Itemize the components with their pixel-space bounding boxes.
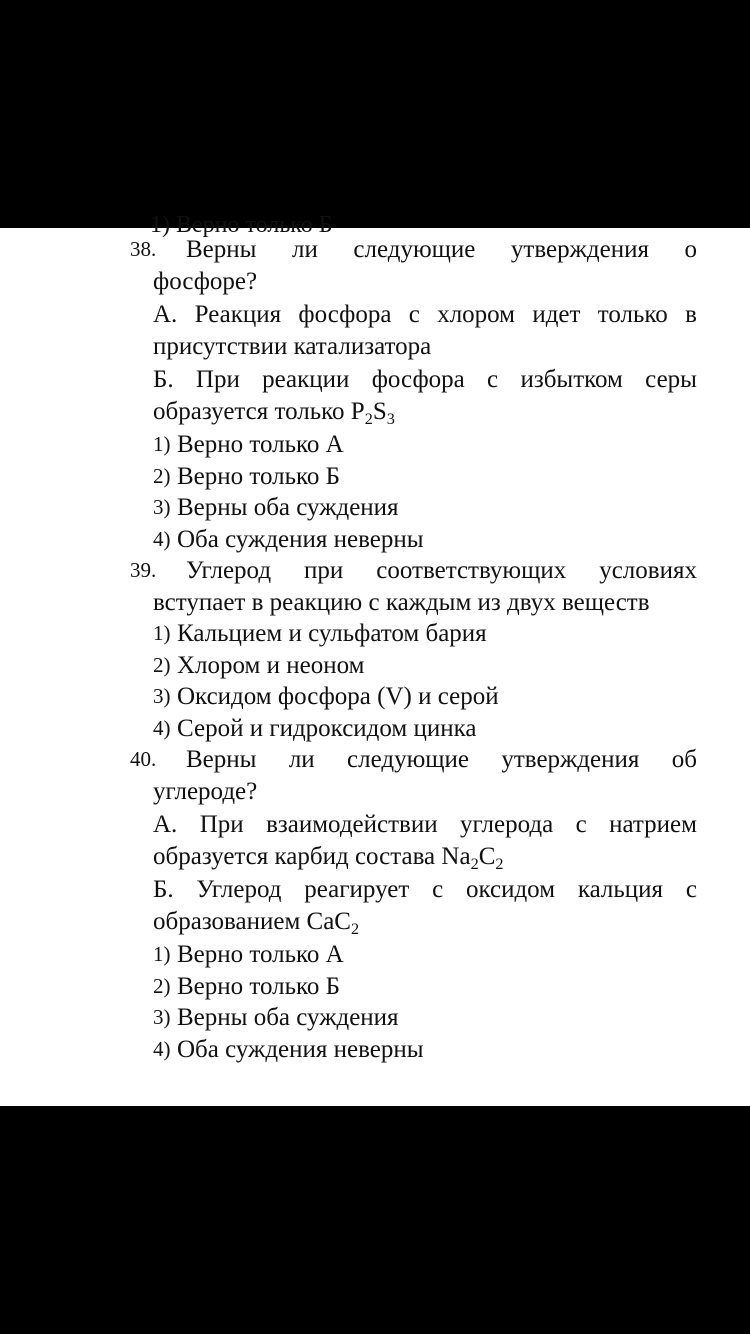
word: углерода bbox=[460, 811, 554, 838]
word: А. bbox=[153, 301, 178, 328]
question-title-continuation: вступает в реакцию с каждым из двух веществ bbox=[153, 588, 650, 616]
document-page[interactable] bbox=[0, 212, 750, 1106]
bottom-black-bar bbox=[0, 1106, 750, 1334]
question-40-statement-b-line1 bbox=[0, 874, 750, 906]
question-40-statement-a-line2 bbox=[0, 841, 750, 873]
word: Б. bbox=[153, 876, 174, 903]
questions-content bbox=[0, 234, 750, 1065]
question-39-title-line1 bbox=[0, 555, 750, 587]
question-39-option-3 bbox=[0, 681, 750, 713]
question-40-option-1 bbox=[0, 939, 750, 971]
formula-prefix: образованием CaC bbox=[153, 907, 351, 935]
question-40-option-3 bbox=[0, 1002, 750, 1034]
option-number: 1) bbox=[153, 942, 171, 966]
word: с bbox=[408, 301, 420, 328]
question-title-continuation: фосфоре? bbox=[153, 267, 258, 295]
word: Реакция bbox=[194, 301, 282, 328]
word: с bbox=[432, 876, 444, 903]
question-38-option-4 bbox=[0, 524, 750, 556]
word: фосфора bbox=[371, 366, 465, 393]
question-38-statement-b-line2 bbox=[0, 396, 750, 428]
word: с bbox=[685, 876, 697, 903]
word: хлором bbox=[437, 301, 516, 328]
statement-formula-line bbox=[153, 841, 504, 873]
word: избытком bbox=[520, 366, 623, 393]
statement-words bbox=[153, 364, 697, 396]
option-number: 4) bbox=[153, 715, 171, 740]
word: утверждения bbox=[510, 236, 649, 263]
option-text: Оксидом фосфора (V) и серой bbox=[177, 683, 499, 710]
option-number: 2) bbox=[153, 652, 171, 677]
cut-off-previous-line: 1) Верно только Б bbox=[150, 212, 333, 238]
statement-words bbox=[153, 874, 697, 906]
statement-continuation: присутствии катализатора bbox=[153, 332, 432, 360]
subscript: 3 bbox=[386, 409, 395, 428]
option-number: 2) bbox=[153, 973, 171, 998]
question-title-words bbox=[186, 234, 697, 266]
question-38-title-line2 bbox=[0, 266, 750, 298]
option-text: Серой и гидроксидом цинка bbox=[177, 714, 477, 742]
word: Верны bbox=[186, 236, 257, 263]
word: фосфора bbox=[298, 301, 392, 328]
question-38-title-line1 bbox=[0, 234, 750, 266]
word: Углерод bbox=[196, 876, 282, 903]
option-text: Верно только А bbox=[177, 431, 344, 458]
option-number: 1) bbox=[153, 432, 171, 456]
question-40-option-2 bbox=[0, 971, 750, 1003]
subscript: 2 bbox=[364, 409, 373, 428]
option-text: Хлором и неоном bbox=[177, 651, 365, 679]
option-text: Верно только Б bbox=[177, 462, 341, 490]
option-text: Верно только А bbox=[177, 941, 344, 968]
word: следующие bbox=[347, 746, 469, 773]
statement-words bbox=[153, 809, 697, 841]
question-39-title-line2 bbox=[0, 587, 750, 619]
word: оксидом bbox=[465, 876, 556, 903]
question-39-option-1 bbox=[0, 618, 750, 650]
formula-prefix: образуется только P bbox=[153, 397, 365, 425]
word: серы bbox=[645, 366, 697, 393]
formula-element: S bbox=[372, 397, 387, 425]
formula-element: C bbox=[478, 842, 496, 870]
word: в bbox=[685, 301, 697, 328]
question-38-option-2 bbox=[0, 461, 750, 493]
option-text: Верны оба суждения bbox=[177, 494, 399, 521]
statement-formula-line bbox=[153, 396, 395, 428]
option-number: 3) bbox=[153, 495, 171, 519]
option-number: 3) bbox=[153, 684, 171, 708]
option-number: 4) bbox=[153, 526, 171, 551]
word: реакции bbox=[262, 366, 350, 393]
option-number: 3) bbox=[153, 1005, 171, 1029]
option-number: 1) bbox=[153, 621, 171, 645]
option-number: 4) bbox=[153, 1036, 171, 1061]
word: При bbox=[195, 366, 240, 393]
option-text: Верны оба суждения bbox=[177, 1004, 399, 1031]
word: кальция bbox=[577, 876, 664, 903]
word: соответствующих bbox=[376, 557, 567, 584]
question-title-continuation: углероде? bbox=[153, 777, 258, 805]
question-39-option-4 bbox=[0, 713, 750, 745]
word: При bbox=[199, 811, 244, 838]
word: об bbox=[671, 746, 697, 773]
word: о bbox=[684, 236, 697, 263]
question-38-option-1 bbox=[0, 429, 750, 461]
question-40-statement-a-line1 bbox=[0, 809, 750, 841]
option-text: Оба суждения неверны bbox=[177, 1035, 424, 1063]
question-number: 38. bbox=[130, 237, 157, 261]
subscript: 2 bbox=[470, 854, 479, 873]
word: А. bbox=[153, 811, 178, 838]
question-number: 39. bbox=[130, 558, 157, 582]
word: Б. bbox=[153, 366, 174, 393]
question-38-statement-b-line1 bbox=[0, 364, 750, 396]
statement-formula-line bbox=[153, 906, 359, 938]
word: только bbox=[597, 301, 668, 328]
question-number: 40. bbox=[130, 747, 157, 771]
option-text: Верно только Б bbox=[177, 972, 341, 1000]
option-text: Кальцием и сульфатом бария bbox=[177, 620, 487, 647]
question-38-option-3 bbox=[0, 492, 750, 524]
word: с bbox=[575, 811, 587, 838]
word: идет bbox=[532, 301, 581, 328]
word: ли bbox=[288, 746, 315, 773]
question-38-statement-a-line1 bbox=[0, 299, 750, 331]
word: взаимодействии bbox=[266, 811, 438, 838]
question-title-words bbox=[186, 555, 697, 587]
word: Углерод bbox=[186, 557, 272, 584]
word: условиях bbox=[599, 557, 697, 584]
question-40-option-4 bbox=[0, 1034, 750, 1066]
top-black-bar bbox=[0, 0, 750, 228]
option-text: Оба суждения неверны bbox=[177, 525, 424, 553]
word: натрием bbox=[609, 811, 697, 838]
word: следующие bbox=[353, 236, 476, 263]
formula-prefix: образуется карбид состава Na bbox=[153, 842, 471, 870]
word: при bbox=[304, 557, 344, 584]
subscript: 2 bbox=[351, 919, 360, 938]
word: реагирует bbox=[304, 876, 410, 903]
subscript: 2 bbox=[495, 854, 504, 873]
statement-words bbox=[153, 299, 697, 331]
question-40-title-line1 bbox=[0, 744, 750, 776]
question-40-statement-b-line2 bbox=[0, 906, 750, 938]
word: Верны bbox=[186, 746, 257, 773]
question-title-words bbox=[186, 744, 697, 776]
option-number: 2) bbox=[153, 463, 171, 488]
word: ли bbox=[292, 236, 318, 263]
question-38-statement-a-line2 bbox=[0, 331, 750, 363]
question-39-option-2 bbox=[0, 650, 750, 682]
word: с bbox=[487, 366, 499, 393]
question-40-title-line2 bbox=[0, 776, 750, 808]
word: утверждения bbox=[501, 746, 640, 773]
